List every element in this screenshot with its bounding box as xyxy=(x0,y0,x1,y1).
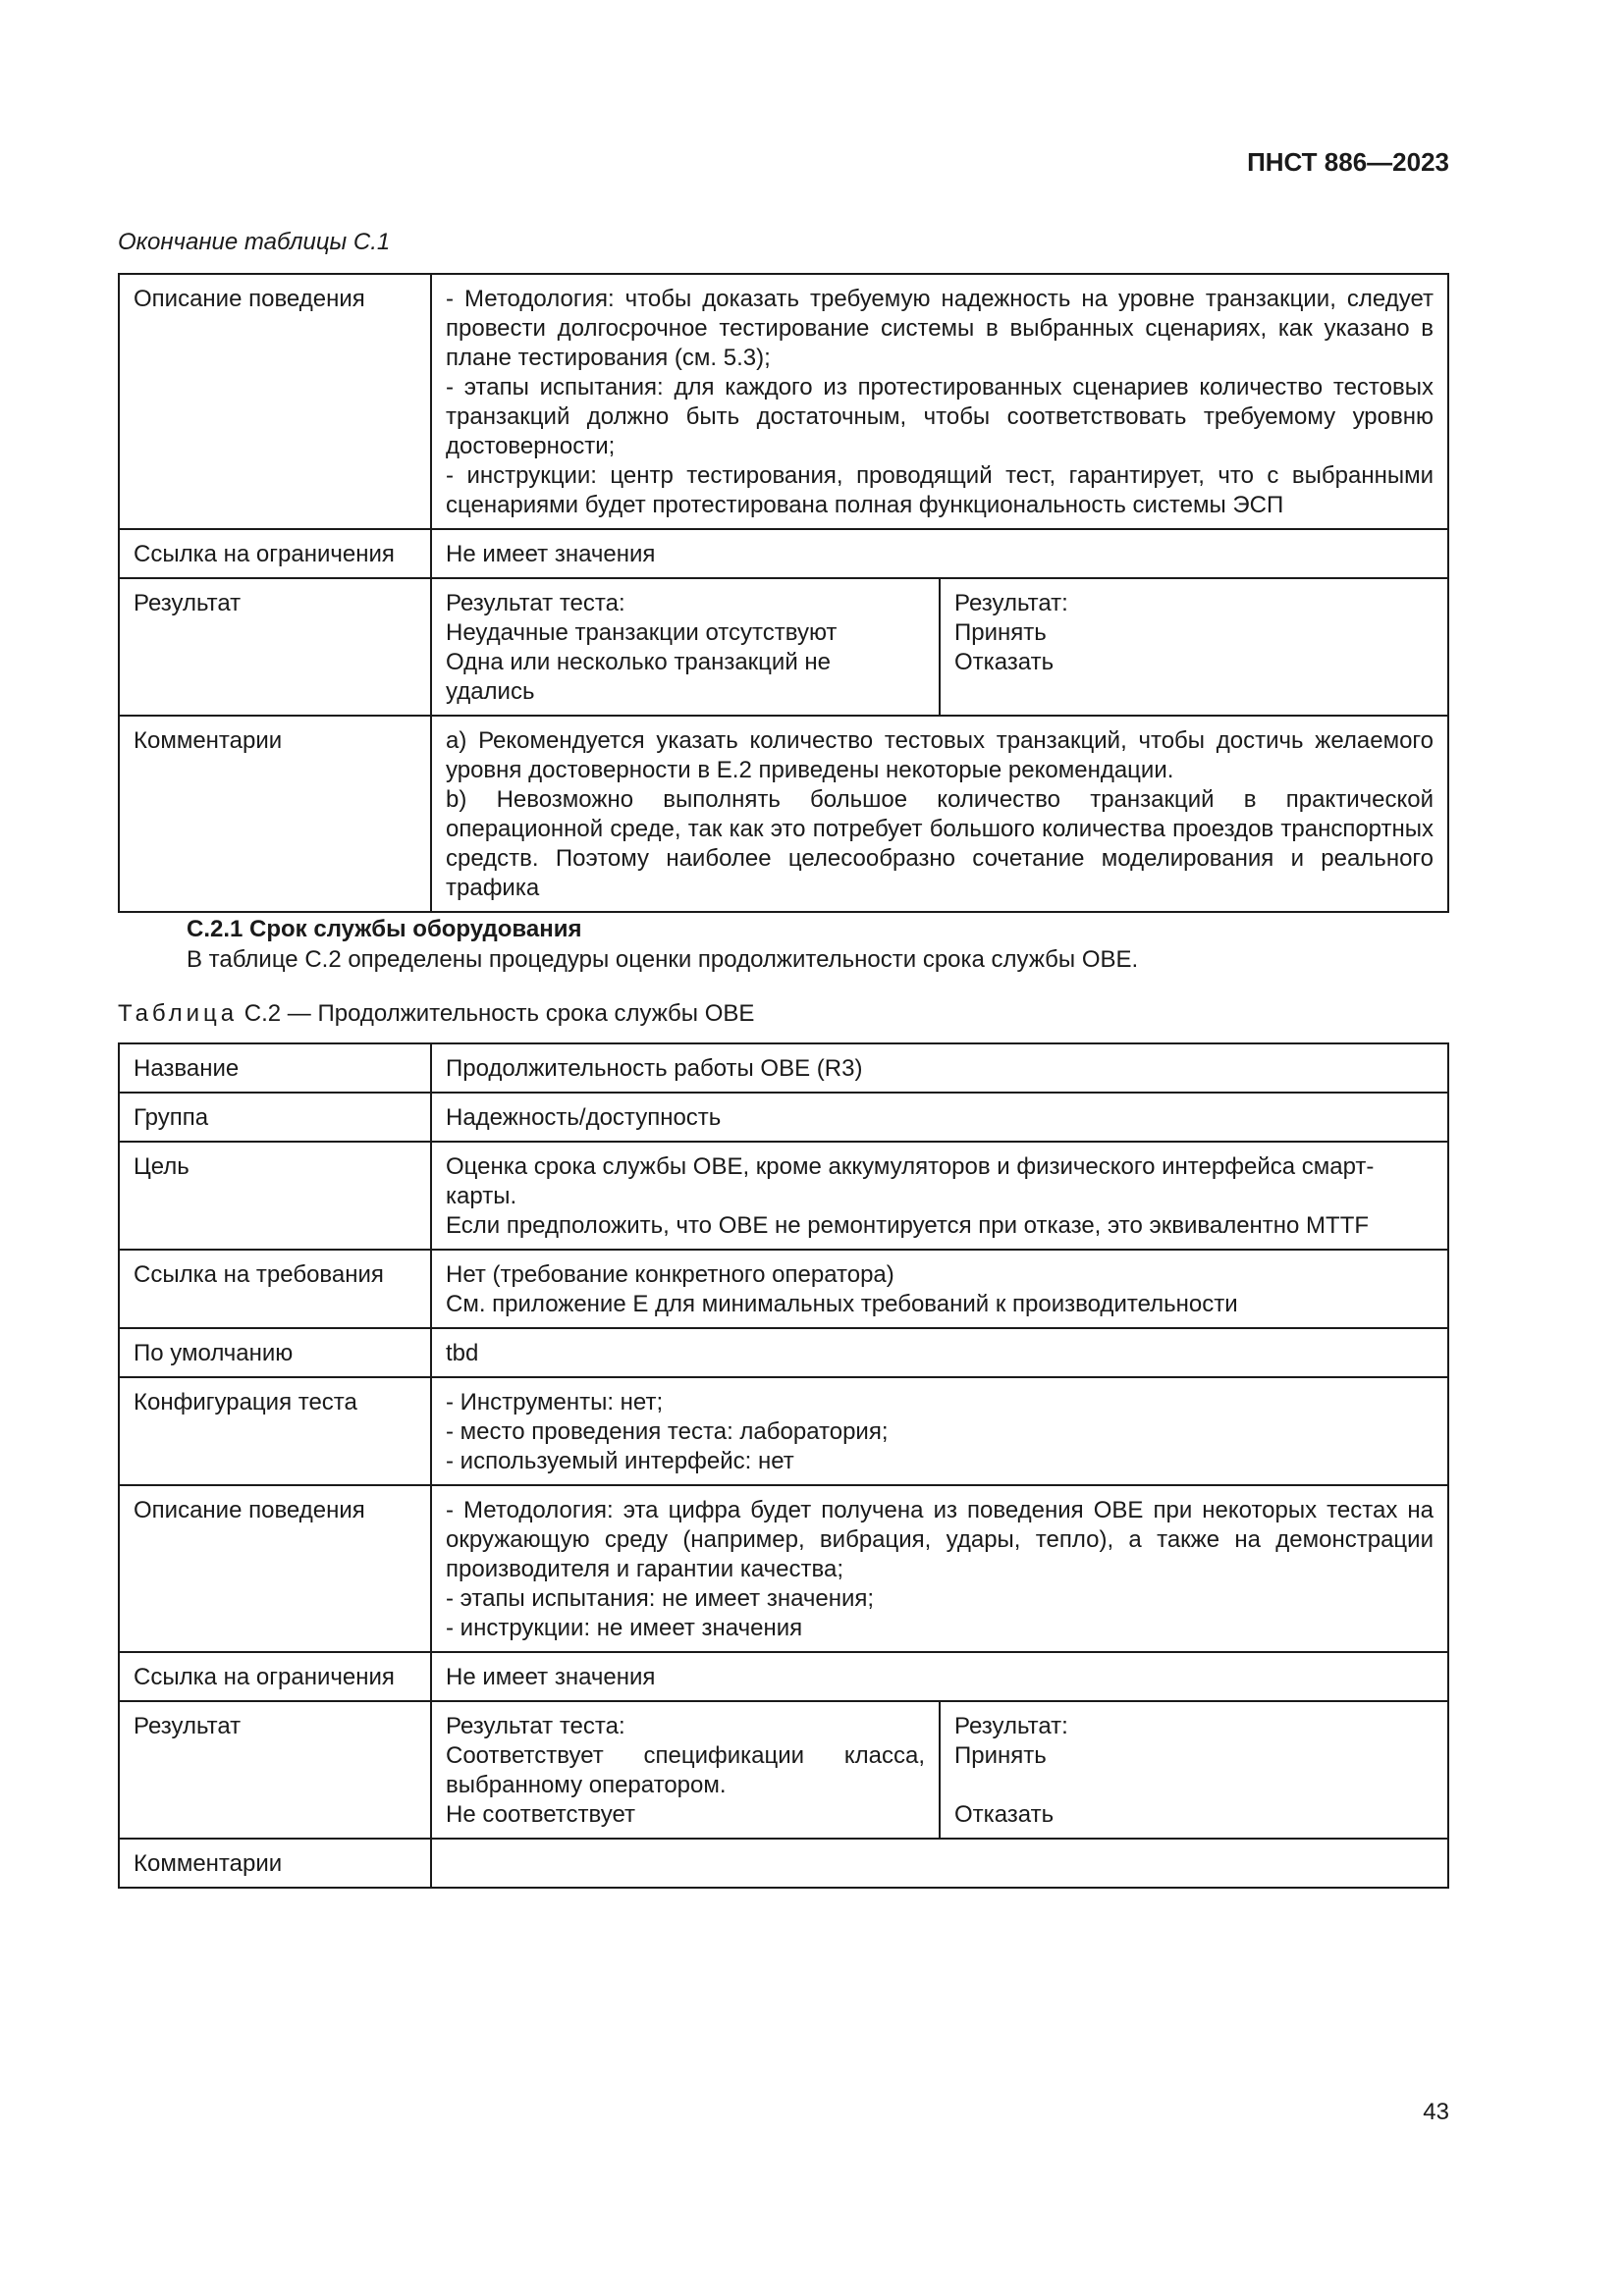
table-row xyxy=(119,1328,1448,1377)
row-label: Ссылка на требования xyxy=(119,1250,431,1328)
row-value: Надежность/доступность xyxy=(431,1093,1448,1142)
row-label: Описание поведения xyxy=(119,1485,431,1652)
value-line: Оценка срока службы ОВЕ, кроме аккумуляторов и физического интерфейса смарт-карты. xyxy=(446,1153,1375,1209)
row-value xyxy=(431,1250,1448,1328)
table-caption-prefix: Таблица xyxy=(118,1000,239,1027)
row-value xyxy=(431,1839,1448,1888)
verdict-cell xyxy=(940,1701,1448,1839)
row-label: Конфигурация теста xyxy=(119,1377,431,1485)
document-code: ПНСТ 886—2023 xyxy=(1247,147,1449,177)
row-label: По умолчанию xyxy=(119,1328,431,1377)
row-value xyxy=(431,1485,1448,1652)
table-row xyxy=(119,1652,1448,1701)
row-value: Не имеет значения xyxy=(431,1652,1448,1701)
table-row xyxy=(119,1043,1448,1093)
test-result-line: Не соответствует xyxy=(446,1801,636,1828)
value-line: Если предположить, что ОВЕ не ремонтируется при отказе, это эквивалентно MTTF xyxy=(446,1212,1370,1239)
section-text: В таблице С.2 определены процедуры оценки продолжительности срока службы ОВЕ. xyxy=(187,946,1139,973)
section-heading: С.2.1 Срок службы оборудования xyxy=(187,916,582,942)
table-row xyxy=(119,1701,1448,1839)
test-result-title: Результат теста: xyxy=(446,1713,625,1739)
list-item: - этапы испытания: не имеет значения; xyxy=(446,1584,1434,1614)
test-result-cell xyxy=(431,578,940,716)
table-row xyxy=(119,716,1448,912)
row-value xyxy=(431,1142,1448,1250)
list-item: - инструкции: центр тестирования, проводящий тест, гарантирует, что с выбранными сценариями будет протестирована полная функциональность системы ЭСП xyxy=(446,461,1434,520)
row-label: Группа xyxy=(119,1093,431,1142)
list-item: - Методология: эта цифра будет получена из поведения ОВЕ при некоторых тестах на окружающую среду (например, вибрация, удары, тепло), а также на демонстрации производителя и гарантии качества; xyxy=(446,1496,1434,1584)
table-row xyxy=(119,1377,1448,1485)
comment-paragraph: а) Рекомендуется указать количество тестовых транзакций, чтобы достичь желаемого уровня достоверности в Е.2 приведены некоторые рекомендации. xyxy=(446,727,1434,783)
verdict-line: Отказать xyxy=(954,1801,1055,1828)
verdict-line: Отказать xyxy=(954,649,1055,675)
row-label: Цель xyxy=(119,1142,431,1250)
verdict-line: Принять xyxy=(954,1742,1047,1769)
verdict-title: Результат: xyxy=(954,590,1068,616)
list-item: - используемый интерфейс: нет xyxy=(446,1447,1434,1476)
table-row xyxy=(119,578,1448,716)
row-value: Продолжительность работы ОВЕ (R3) xyxy=(431,1043,1448,1093)
list-item: - инструкции: не имеет значения xyxy=(446,1614,1434,1643)
row-value xyxy=(431,716,1448,912)
list-item: - этапы испытания: для каждого из протестированных сценариев количество тестовых транзакций должно быть достаточным, чтобы соответствовать требуемому уровню достоверности; xyxy=(446,373,1434,461)
test-result-line: Неудачные транзакции отсутствуют xyxy=(446,619,838,646)
row-label: Ссылка на ограничения xyxy=(119,1652,431,1701)
test-result-title: Результат теста: xyxy=(446,590,625,616)
row-label: Ссылка на ограничения xyxy=(119,529,431,578)
row-label: Комментарии xyxy=(119,1839,431,1888)
table-row xyxy=(119,1093,1448,1142)
list-item: - Инструменты: нет; xyxy=(446,1388,1434,1417)
comment-paragraph: b) Невозможно выполнять большое количество транзакций в практической операционной среде, так как это потребует большого количества проездов транспортных средств. Поэтому наиболее целесообразно сочетание моделирования и реального трафика xyxy=(446,786,1434,901)
list-item: - место проведения теста: лаборатория; xyxy=(446,1417,1434,1447)
verdict-cell xyxy=(940,578,1448,716)
table-caption-text: С.2 — Продолжительность срока службы ОВЕ xyxy=(244,1000,755,1027)
table-row xyxy=(119,1250,1448,1328)
row-value xyxy=(431,1377,1448,1485)
table-row xyxy=(119,274,1448,529)
row-label: Комментарии xyxy=(119,716,431,912)
row-label: Результат xyxy=(119,1701,431,1839)
row-value: tbd xyxy=(431,1328,1448,1377)
spacer xyxy=(954,1771,1434,1800)
test-result-cell xyxy=(431,1701,940,1839)
test-result-line: Соответствует спецификации класса, выбранному оператором. xyxy=(446,1742,925,1798)
test-result-line: Одна или несколько транзакций не удались xyxy=(446,649,832,705)
page-number: 43 xyxy=(1423,2099,1449,2125)
row-label: Результат xyxy=(119,578,431,716)
verdict-title: Результат: xyxy=(954,1713,1068,1739)
table-row xyxy=(119,1142,1448,1250)
row-label: Описание поведения xyxy=(119,274,431,529)
table-continuation-caption: Окончание таблицы С.1 xyxy=(118,229,391,255)
value-line: См. приложение Е для минимальных требований к производительности xyxy=(446,1291,1238,1317)
row-value: Не имеет значения xyxy=(431,529,1448,578)
value-line: Нет (требование конкретного оператора) xyxy=(446,1261,894,1288)
list-item: - Методология: чтобы доказать требуемую надежность на уровне транзакции, следует провести долгосрочное тестирование системы в выбранных сценариях, как указано в плане тестирования (см. 5.3); xyxy=(446,285,1434,373)
table-row xyxy=(119,529,1448,578)
verdict-line: Принять xyxy=(954,619,1047,646)
table-caption xyxy=(118,999,754,1029)
row-label: Название xyxy=(119,1043,431,1093)
table-c2 xyxy=(118,1042,1449,1889)
table-c1 xyxy=(118,273,1449,913)
table-row xyxy=(119,1485,1448,1652)
table-row xyxy=(119,1839,1448,1888)
row-value xyxy=(431,274,1448,529)
